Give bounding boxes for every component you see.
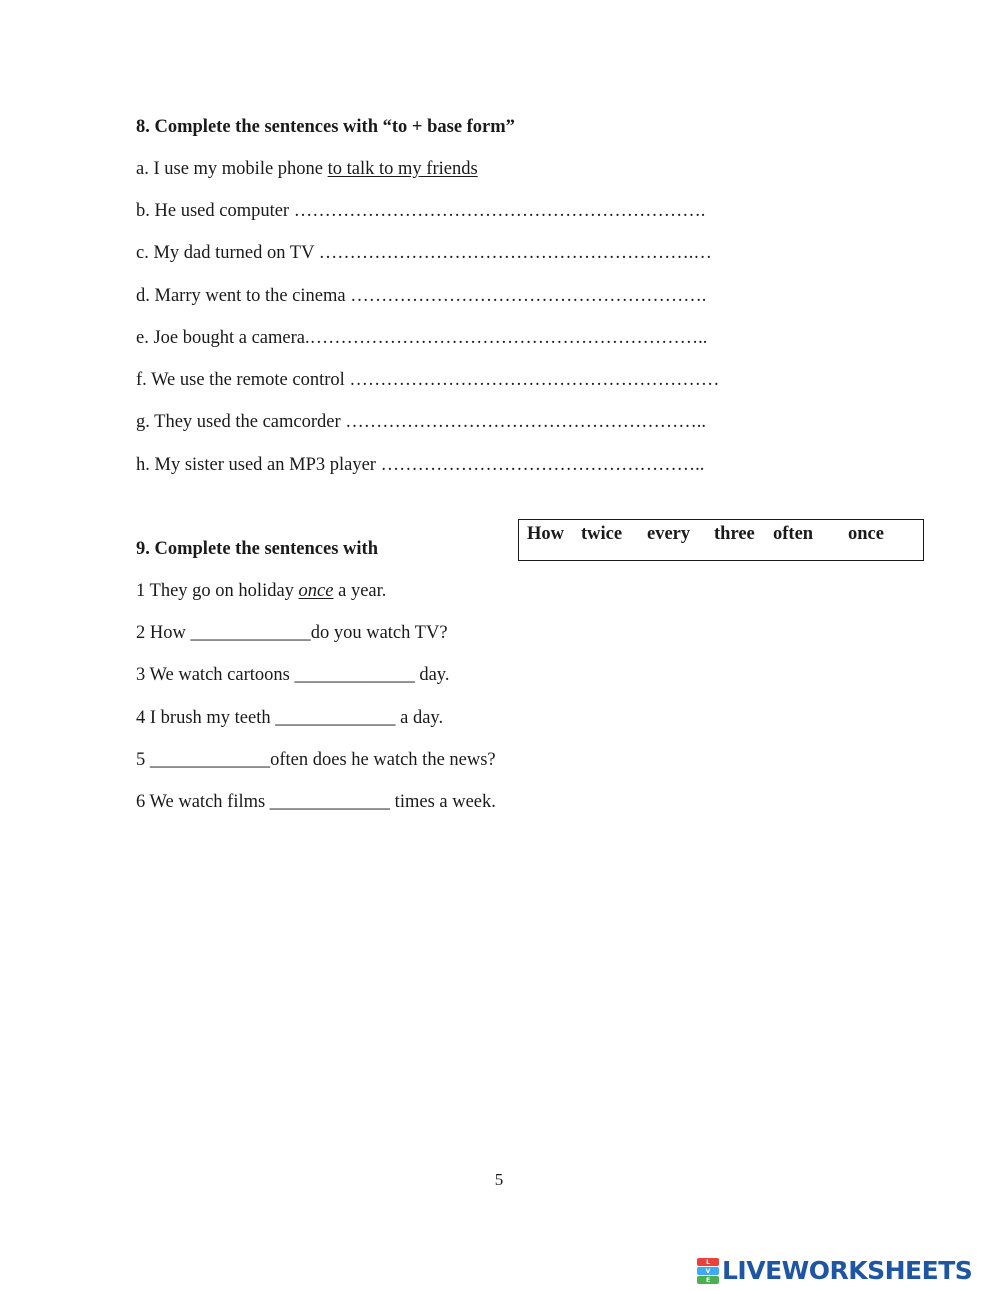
section-9-item-4[interactable]: 4 I brush my teeth _____________ a day. (136, 708, 444, 728)
word-bank-word: once (848, 524, 884, 544)
section-8-item-g[interactable]: g. They used the camcorder ………………………………………………….. (136, 412, 706, 432)
example-suffix: a year. (333, 581, 387, 601)
logo-block: E (697, 1276, 719, 1284)
word-bank-word: How (527, 524, 564, 544)
section-8-example (136, 158, 478, 180)
word-bank-word: three (714, 524, 755, 544)
section-8-item-b[interactable]: b. He used computer …………………………………………………………. (136, 201, 706, 221)
example-prompt: 1 They go on holiday (136, 581, 299, 601)
word-bank-word: often (773, 524, 814, 544)
example-answer: to talk to my friends (327, 159, 478, 179)
section-8-item-d[interactable]: d. Marry went to the cinema …………………………………………………. (136, 286, 707, 306)
section-9-item-3[interactable]: 3 We watch cartoons _____________ day. (136, 665, 450, 685)
section-9-item-6[interactable]: 6 We watch films _____________ times a week. (136, 792, 496, 812)
word-bank-word: every (647, 524, 691, 544)
section-9-heading: 9. Complete the sentences with (136, 539, 378, 559)
section-9-example (136, 580, 386, 602)
section-8-item-e[interactable]: e. Joe bought a camera.……………………………………………………….. (136, 328, 708, 348)
section-9-item-2[interactable]: 2 How _____________do you watch TV? (136, 623, 448, 643)
liveworksheets-logo[interactable] (697, 1256, 972, 1286)
section-9-item-5[interactable]: 5 _____________often does he watch the news? (136, 750, 496, 770)
section-8-item-f[interactable]: f. We use the remote control …………………………………………………… (136, 370, 720, 390)
word-bank-box (518, 519, 924, 561)
word-bank-word: twice (581, 524, 623, 544)
page-number: 5 (494, 1170, 504, 1189)
logo-block: L (697, 1258, 719, 1266)
section-8-item-c[interactable]: c. My dad turned on TV …………………………………………………….… (136, 243, 712, 263)
logo-block: V (697, 1267, 719, 1275)
example-prompt: a. I use my mobile phone (136, 159, 328, 179)
logo-text: LIVEWORKSHEETS (722, 1256, 973, 1285)
section-8-heading: 8. Complete the sentences with “to + base form” (136, 117, 515, 137)
section-8-item-h[interactable]: h. My sister used an MP3 player …………………………………………….. (136, 455, 705, 475)
example-answer: once (298, 581, 334, 601)
logo-mark-icon (697, 1258, 719, 1284)
